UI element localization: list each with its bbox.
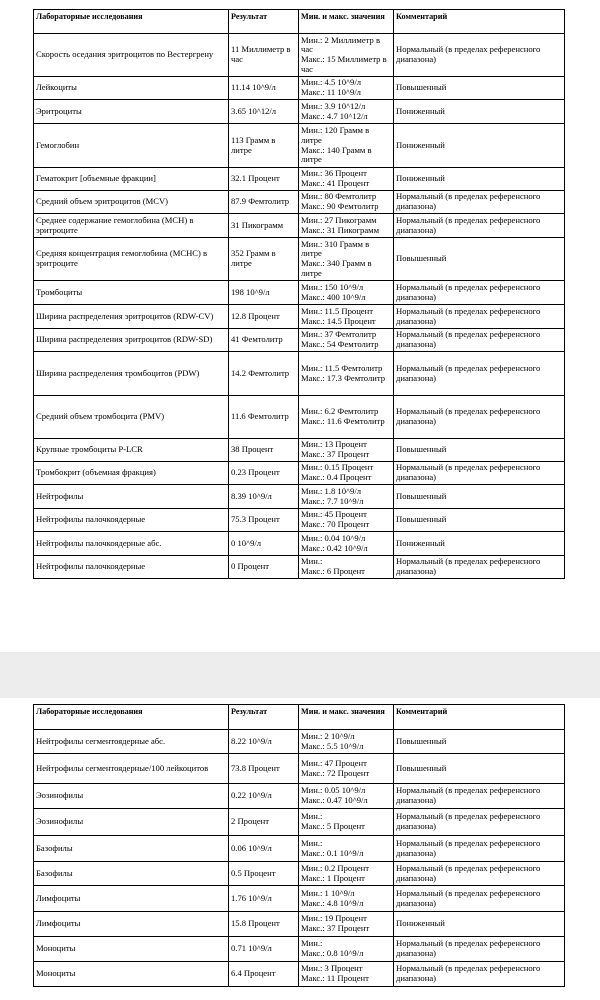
comment: Нормальный (в пределах референсного диапазона) [394,191,565,214]
range-min: Мин.: 27 Пикограмм [301,214,377,225]
result-value: 87.9 Фемтолитр [229,191,299,214]
reference-range [299,836,394,862]
range-min: Мин.: 1 10^9/л [301,887,355,898]
range-max: Макс.: 340 Грамм в литре [301,258,372,278]
comment: Нормальный (в пределах референсного диапазона) [394,836,565,862]
range-min: Мин.: 3 Процент [301,963,363,974]
test-name: Средний объем эритроцитов (MCV) [34,191,229,214]
comment: Нормальный (в пределах референсного диапазона) [394,937,565,962]
range-max: Макс.: 11.6 Фемтолитр [301,416,385,426]
table-row [34,485,565,509]
test-name: Эритроциты [34,100,229,124]
range-max: Макс.: 5.5 10^9/л [301,740,364,751]
range-max: Макс.: 5 Процент [301,821,365,831]
test-name: Тромбоциты [34,281,229,305]
table-header-row [34,705,565,730]
result-value: 198 10^9/л [229,281,299,305]
range-max: Макс.: 6 Процент [301,566,365,576]
test-name: Ширина распределения эритроцитов (RDW-CV) [34,305,229,329]
test-name: Гематокрит [объемные фракции] [34,168,229,191]
range-max: Макс.: 0.4 Процент [301,472,372,482]
test-name: Нейтрофилы сегментоядерные абс. [34,730,229,754]
table-row [34,556,565,579]
table-row [34,809,565,836]
test-name: Средняя концентрация гемоглобина (MCHC) в эритроците [34,238,229,281]
comment: Нормальный (в пределах референсного диапазона) [394,462,565,485]
table-row [34,912,565,937]
header-result: Результат [229,10,299,34]
test-name: Нейтрофилы палочкоядерные [34,509,229,532]
table-row [34,937,565,962]
range-max: Макс.: 15 Миллиметр в час [301,54,387,74]
reference-range [299,912,394,937]
reference-range [299,329,394,352]
comment: Нормальный (в пределах референсного диапазона) [394,352,565,396]
comment: Пониженный [394,168,565,191]
range-min: Мин.: 0.15 Процент [301,462,374,473]
reference-range [299,100,394,124]
range-max: Макс.: 0.47 10^9/л [301,795,368,805]
result-value: 38 Процент [229,439,299,462]
reference-range [299,509,394,532]
test-name: Скорость оседания эритроцитов по Вестергрену [34,34,229,77]
table-row [34,532,565,556]
reference-range [299,238,394,281]
header-result: Результат [229,705,299,730]
reference-range [299,754,394,784]
test-name: Тромбокрит (объемная фракция) [34,462,229,485]
range-max: Макс.: 4.7 10^12/л [301,110,368,121]
result-value: 0.23 Процент [229,462,299,485]
comment: Повышенный [394,485,565,509]
result-value: 11 Миллиметр в час [229,34,299,77]
reference-range [299,730,394,754]
table-row [34,730,565,754]
result-value: 14.2 Фемтолитр [229,352,299,396]
range-max: Макс.: 11 10^9/л [301,87,361,97]
range-min: Мин.: 45 Процент [301,509,367,520]
result-value: 0.5 Процент [229,862,299,886]
table-row [34,329,565,352]
range-max: Макс.: 0.8 10^9/л [301,948,364,958]
result-value: 11.14 10^9/л [229,77,299,100]
range-min: Мин.: 120 Грамм в литре [301,125,370,145]
table-row [34,238,565,281]
reference-range [299,124,394,168]
header-test: Лабораторные исследования [34,705,229,730]
table-row [34,100,565,124]
comment: Пониженный [394,124,565,168]
reference-range [299,214,394,238]
result-value: 11.6 Фемтолитр [229,396,299,439]
test-name: Лейкоциты [34,77,229,100]
range-min: Мин.: [301,556,323,567]
range-min: Мин.: 310 Грамм в литре [301,238,370,259]
result-value: 0 10^9/л [229,532,299,556]
comment: Нормальный (в пределах референсного диапазона) [394,281,565,305]
table-row [34,281,565,305]
range-max: Макс.: 37 Процент [301,449,370,459]
test-name: Средний объем тромбоцита (PMV) [34,396,229,439]
test-name: Нейтрофилы [34,485,229,509]
result-value: 1.76 10^9/л [229,886,299,912]
comment: Нормальный (в пределах референсного диапазона) [394,329,565,352]
test-name: Нейтрофилы палочкоядерные абс. [34,532,229,556]
test-name: Лимфоциты [34,886,229,912]
test-name: Базофилы [34,836,229,862]
range-max: Макс.: 70 Процент [301,519,370,529]
range-min: Мин.: 2 10^9/л [301,730,355,741]
range-min: Мин.: 3.9 10^12/л [301,100,366,111]
reference-range [299,784,394,809]
result-value: 75.3 Процент [229,509,299,532]
test-name: Лимфоциты [34,912,229,937]
comment: Нормальный (в пределах референсного диапазона) [394,886,565,912]
range-max: Макс.: 54 Фемтолитр [301,339,379,349]
lab-results-table-page-1 [33,9,565,579]
range-min: Мин.: 11.5 Процент [301,305,373,316]
comment: Нормальный (в пределах референсного диапазона) [394,862,565,886]
table-row [34,352,565,396]
header-comment: Комментарий [394,10,565,34]
table-row [34,962,565,987]
table-row [34,168,565,191]
result-value: 15.8 Процент [229,912,299,937]
comment: Повышенный [394,77,565,100]
range-min: Мин.: 1.8 10^9/л [301,485,362,496]
range-min: Мин.: 4.5 10^9/л [301,77,362,88]
page-2 [0,698,600,1000]
test-name: Гемоглобин [34,124,229,168]
reference-range [299,886,394,912]
result-value: 8.39 10^9/л [229,485,299,509]
header-range: Мин. и макс. значения [299,10,394,34]
result-value: 8.22 10^9/л [229,730,299,754]
table-row [34,396,565,439]
reference-range [299,191,394,214]
header-test: Лабораторные исследования [34,10,229,34]
test-name: Моноциты [34,937,229,962]
comment: Нормальный (в пределах референсного диапазона) [394,962,565,987]
range-max: Макс.: 37 Процент [301,923,370,933]
reference-range [299,305,394,329]
range-min: Мин.: 0.05 10^9/л [301,785,366,796]
reference-range [299,439,394,462]
range-max: Макс.: 72 Процент [301,767,370,778]
range-max: Макс.: 41 Процент [301,178,370,188]
header-range: Мин. и макс. значения [299,705,394,730]
comment: Повышенный [394,730,565,754]
range-min: Мин.: 19 Процент [301,913,367,924]
range-min: Мин.: 0.2 Процент [301,862,369,873]
range-min: Мин.: 37 Фемтолитр [301,329,377,340]
result-value: 31 Пикограмм [229,214,299,238]
range-max: Макс.: 31 Пикограмм [301,224,380,235]
comment: Пониженный [394,912,565,937]
reference-range [299,77,394,100]
result-value: 0.06 10^9/л [229,836,299,862]
table-row [34,836,565,862]
comment: Повышенный [394,509,565,532]
table-row [34,862,565,886]
comment: Нормальный (в пределах референсного диапазона) [394,784,565,809]
table-row [34,214,565,238]
range-min: Мин.: 11.5 Фемтолитр [301,362,383,373]
table-row [34,784,565,809]
range-min: Мин.: 13 Процент [301,439,367,450]
reference-range [299,168,394,191]
table-row [34,462,565,485]
page-separator [0,652,600,698]
test-name: Нейтрофилы сегментоядерные/100 лейкоцитов [34,754,229,784]
result-value: 2 Процент [229,809,299,836]
reference-range [299,281,394,305]
test-name: Ширина распределения эритроцитов (RDW-SD) [34,329,229,352]
table-row [34,886,565,912]
range-max: Макс.: 90 Фемтолитр [301,201,379,211]
reference-range [299,862,394,886]
result-value: 41 Фемтолитр [229,329,299,352]
header-comment: Комментарий [394,705,565,730]
range-min: Мин.: 80 Фемтолитр [301,191,377,202]
range-min: Мин.: [301,837,323,848]
result-value: 3.65 10^12/л [229,100,299,124]
comment: Пониженный [394,100,565,124]
test-name: Эозинофилы [34,809,229,836]
comment: Нормальный (в пределах референсного диапазона) [394,34,565,77]
table-header-row [34,10,565,34]
comment: Нормальный (в пределах референсного диапазона) [394,214,565,238]
result-value: 73.8 Процент [229,754,299,784]
reference-range [299,396,394,439]
table-row [34,509,565,532]
comment: Повышенный [394,439,565,462]
table-row [34,754,565,784]
range-min: Мин.: 2 Миллиметр в час [301,34,381,55]
reference-range [299,485,394,509]
test-name: Крупные тромбоциты P-LCR [34,439,229,462]
result-value: 12.8 Процент [229,305,299,329]
range-max: Макс.: 7.7 10^9/л [301,495,364,506]
reference-range [299,556,394,579]
range-max: Макс.: 1 Процент [301,872,365,883]
test-name: Среднее содержание гемоглобина (MCH) в эритроците [34,214,229,238]
range-max: Макс.: 14.5 Процент [301,315,376,326]
test-name: Ширина распределения тромбоцитов (PDW) [34,352,229,396]
range-min: Мин.: 47 Процент [301,757,367,768]
range-max: Макс.: 0.1 10^9/л [301,847,364,858]
table-row [34,439,565,462]
comment: Повышенный [394,754,565,784]
result-value: 0.22 10^9/л [229,784,299,809]
range-min: Мин.: 150 10^9/л [301,281,364,292]
result-value: 352 Грамм в литре [229,238,299,281]
table-row [34,191,565,214]
range-max: Макс.: 0.42 10^9/л [301,542,368,553]
reference-range [299,352,394,396]
test-name: Нейтрофилы палочкоядерные [34,556,229,579]
result-value: 32.1 Процент [229,168,299,191]
test-name: Базофилы [34,862,229,886]
comment: Пониженный [394,532,565,556]
result-value: 0 Процент [229,556,299,579]
range-max: Макс.: 11 Процент [301,973,369,983]
table-row [34,34,565,77]
range-min: Мин.: 36 Процент [301,168,367,179]
result-value: 0.71 10^9/л [229,937,299,962]
reference-range [299,962,394,987]
result-value: 6.4 Процент [229,962,299,987]
test-name: Моноциты [34,962,229,987]
range-max: Макс.: 17.3 Фемтолитр [301,372,386,383]
reference-range [299,532,394,556]
range-min: Мин.: [301,811,323,822]
comment: Нормальный (в пределах референсного диапазона) [394,809,565,836]
reference-range [299,809,394,836]
range-min: Мин.: 0.04 10^9/л [301,532,366,543]
table-row [34,77,565,100]
range-max: Макс.: 140 Грамм в литре [301,144,372,165]
range-min: Мин.: [301,938,323,949]
comment: Нормальный (в пределах референсного диапазона) [394,556,565,579]
test-name: Эозинофилы [34,784,229,809]
range-max: Макс.: 4.8 10^9/л [301,897,364,908]
table-row [34,124,565,168]
reference-range [299,937,394,962]
reference-range [299,34,394,77]
lab-results-table-page-2 [33,704,565,987]
range-min: Мин.: 6.2 Фемтолитр [301,406,379,417]
result-value: 113 Грамм в литре [229,124,299,168]
reference-range [299,462,394,485]
range-max: Макс.: 400 10^9/л [301,291,366,302]
comment: Повышенный [394,238,565,281]
comment: Нормальный (в пределах референсного диапазона) [394,396,565,439]
comment: Нормальный (в пределах референсного диапазона) [394,305,565,329]
table-row [34,305,565,329]
